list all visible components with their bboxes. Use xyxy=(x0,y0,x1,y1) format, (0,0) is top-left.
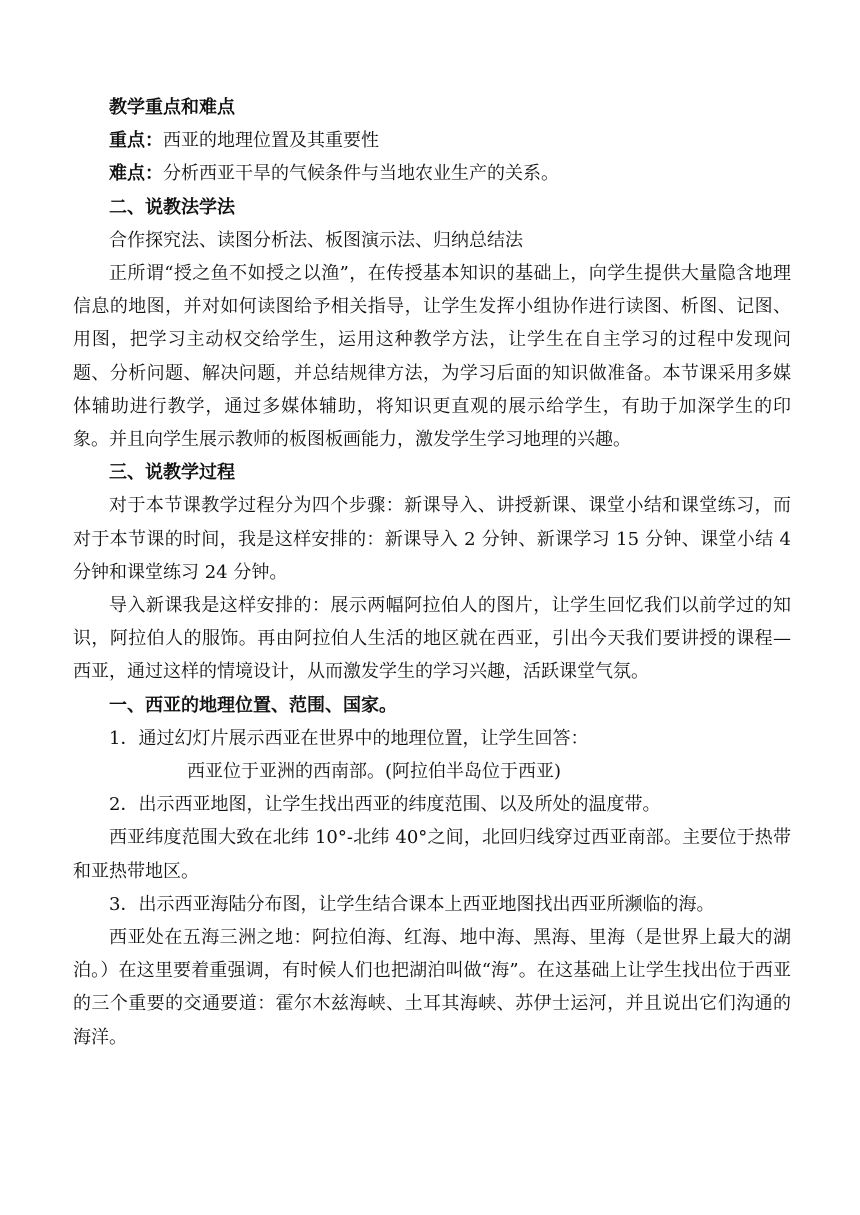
document-body xyxy=(73,91,791,1054)
difficulty-paragraph xyxy=(73,157,791,190)
latitude-range-paragraph: 西亚纬度范围大致在北纬 10°-北纬 40°之间，北回归线穿过西亚南部。主要位于热带和亚热带地区。 xyxy=(73,827,791,882)
key-point-paragraph xyxy=(73,124,791,157)
step-1-paragraph: 1．通过幻灯片展示西亚在世界中的地理位置，让学生回答： xyxy=(109,727,589,749)
seas-and-straits-paragraph: 西亚处在五海三洲之地：阿拉伯海、红海、地中海、黑海、里海（是世界上最大的湖泊。）在这里要着重强调，有时候人们也把湖泊叫做“海”。在这基础上让学生找出位于西亚的三个重要的交通要道：霍尔木兹海峡、土耳其海峡、苏伊士运河，并且说出它们沟通的海洋。 xyxy=(73,927,791,1048)
step-1-answer-paragraph: 西亚位于亚洲的西南部。(阿拉伯半岛位于西亚) xyxy=(187,761,562,783)
step-3-paragraph: 3．出示西亚海陆分布图，让学生结合课本上西亚地图找出西亚所濒临的海。 xyxy=(109,893,715,915)
section-heading-key-points: 教学重点和难点 xyxy=(109,97,235,118)
difficulty-text: 分析西亚干旱的气候条件与当地农业生产的关系。 xyxy=(163,163,559,185)
difficulty-label: 难点： xyxy=(109,163,163,185)
key-point-label: 重点： xyxy=(109,130,163,152)
key-point-text: 西亚的地理位置及其重要性 xyxy=(163,130,379,152)
step-2-paragraph: 2．出示西亚地图，让学生找出西亚的纬度范围、以及所处的温度带。 xyxy=(109,794,661,816)
methods-explanation-paragraph: 正所谓“授之鱼不如授之以渔”，在传授基本知识的基础上，向学生提供大量隐含地理信息的地图，并对如何读图给予相关指导，让学生发挥小组协作进行读图、析图、记图、用图，把学习主动权交给学生，运用这种教学方法，让学生在自主学习的过程中发现问题、分析问题、解决问题，并总结规律方法，为学习后面的知识做准备。本节课采用多媒体辅助进行教学，通过多媒体辅助，将知识更直观的展示给学生，有助于加深学生的印象。并且向学生展示教师的板图板画能力，激发学生学习地理的兴趣。 xyxy=(73,263,791,451)
section-heading-methods: 二、说教法学法 xyxy=(109,196,235,218)
methods-list-paragraph: 合作探究法、读图分析法、板图演示法、归纳总结法 xyxy=(109,229,523,251)
subsection-heading-location: 一、西亚的地理位置、范围、国家。 xyxy=(109,694,397,716)
process-steps-paragraph: 对于本节课教学过程分为四个步骤：新课导入、讲授新课、课堂小结和课堂练习，而对于本节课的时间，我是这样安排的：新课导入 2 分钟、新课学习 15 分钟、课堂小结 4 分钟和课堂练习 24 分钟。 xyxy=(73,495,791,583)
section-heading-process: 三、说教学过程 xyxy=(109,462,235,484)
introduction-paragraph: 导入新课我是这样安排的：展示两幅阿拉伯人的图片，让学生回忆我们以前学过的知识，阿拉伯人的服饰。再由阿拉伯人生活的地区就在西亚，引出今天我们要讲授的课程—西亚，通过这样的情境设计，从而激发学生的学习兴趣，活跃课堂气氛。 xyxy=(73,595,791,683)
